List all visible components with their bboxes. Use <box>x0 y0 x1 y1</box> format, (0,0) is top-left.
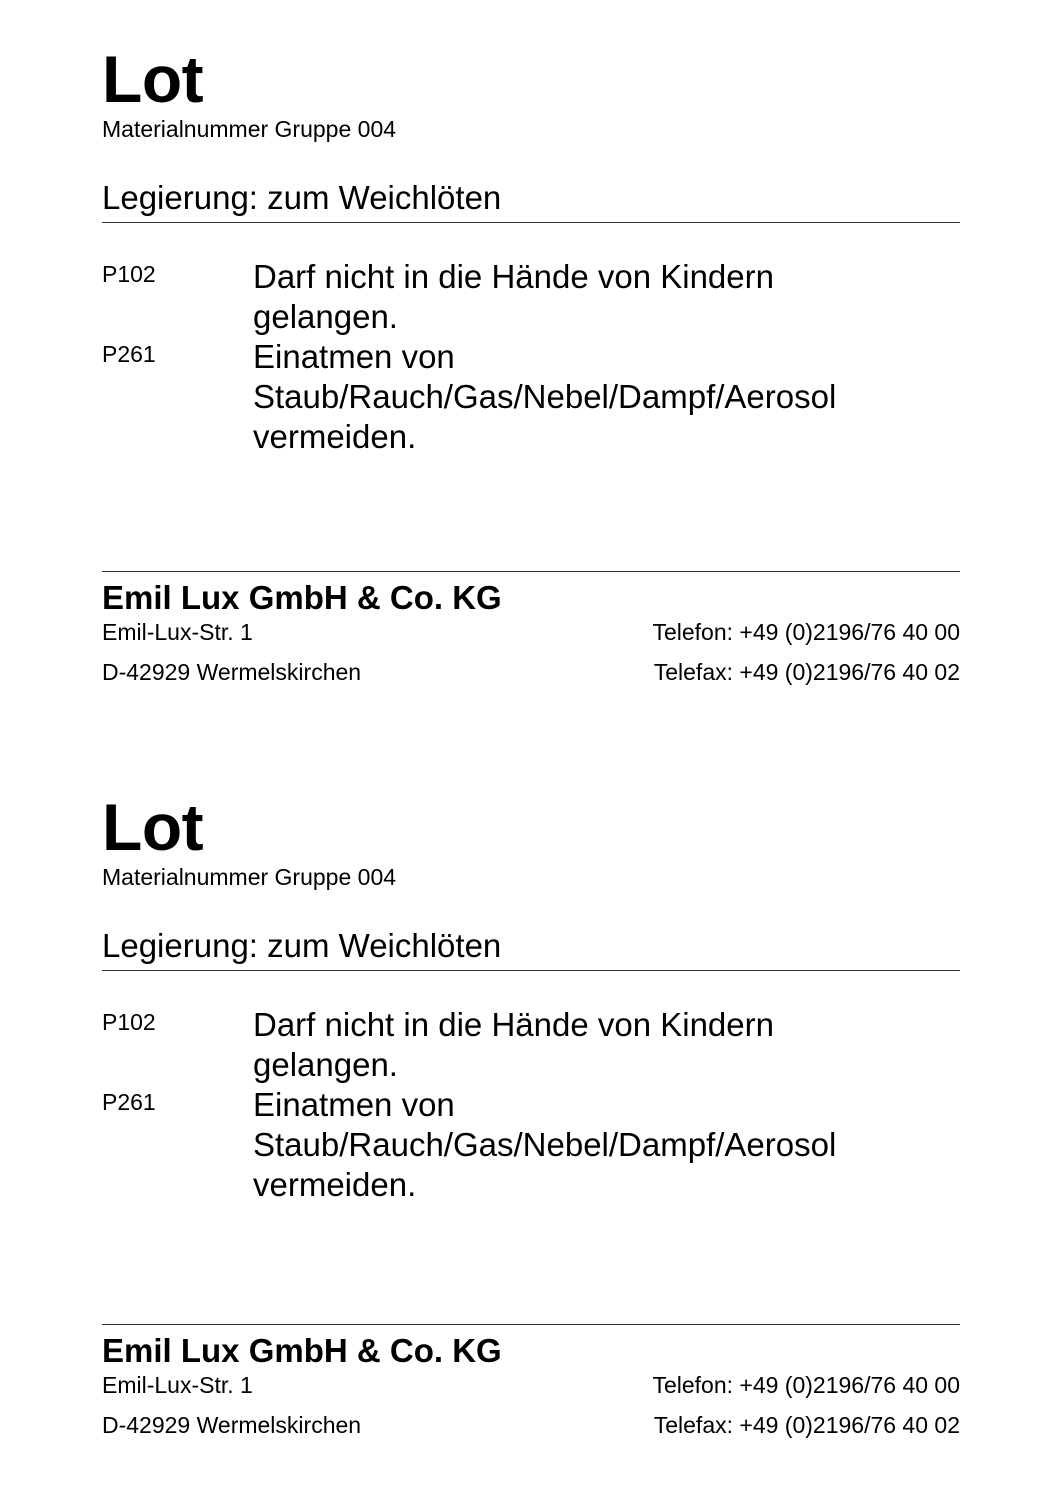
divider <box>102 970 960 971</box>
product-title: Lot <box>102 42 204 116</box>
alloy-heading: Legierung: zum Weichlöten <box>102 927 502 964</box>
company-name: Emil Lux GmbH & Co. KG <box>102 1332 502 1369</box>
divider <box>102 571 960 572</box>
precaution-statements <box>102 1005 960 1205</box>
precaution-statements <box>102 257 960 457</box>
company-street: Emil-Lux-Str. 1 <box>102 619 253 645</box>
alloy-heading: Legierung: zum Weichlöten <box>102 179 502 216</box>
statement-text: Einatmen von Staub/Rauch/Gas/Nebel/Dampf/Aerosol vermeiden. <box>253 338 837 455</box>
statement-code: P261 <box>102 341 156 367</box>
material-number: Materialnummer Gruppe 004 <box>102 864 397 890</box>
statement-text: Darf nicht in die Hände von Kindern gelangen. <box>253 1006 774 1083</box>
statement-text: Einatmen von Staub/Rauch/Gas/Nebel/Dampf/Aerosol vermeiden. <box>253 1086 837 1203</box>
precaution-statement <box>102 257 960 337</box>
precaution-statement <box>102 337 960 457</box>
company-city: D-42929 Wermelskirchen <box>102 1412 362 1438</box>
product-title: Lot <box>102 790 204 864</box>
precaution-statement <box>102 1005 960 1085</box>
company-street: Emil-Lux-Str. 1 <box>102 1372 253 1398</box>
divider <box>102 222 960 223</box>
statement-code: P102 <box>102 1009 156 1035</box>
statement-code: P261 <box>102 1089 156 1115</box>
company-phone: Telefon: +49 (0)2196/76 40 00 <box>652 619 960 645</box>
company-city: D-42929 Wermelskirchen <box>102 659 362 685</box>
precaution-statement <box>102 1085 960 1205</box>
statement-code: P102 <box>102 261 156 287</box>
statement-text: Darf nicht in die Hände von Kindern gelangen. <box>253 258 774 335</box>
company-fax: Telefax: +49 (0)2196/76 40 02 <box>653 659 960 685</box>
divider <box>102 1324 960 1325</box>
company-fax: Telefax: +49 (0)2196/76 40 02 <box>653 1412 960 1438</box>
material-number: Materialnummer Gruppe 004 <box>102 116 397 142</box>
company-name: Emil Lux GmbH & Co. KG <box>102 579 502 616</box>
company-phone: Telefon: +49 (0)2196/76 40 00 <box>652 1372 960 1398</box>
